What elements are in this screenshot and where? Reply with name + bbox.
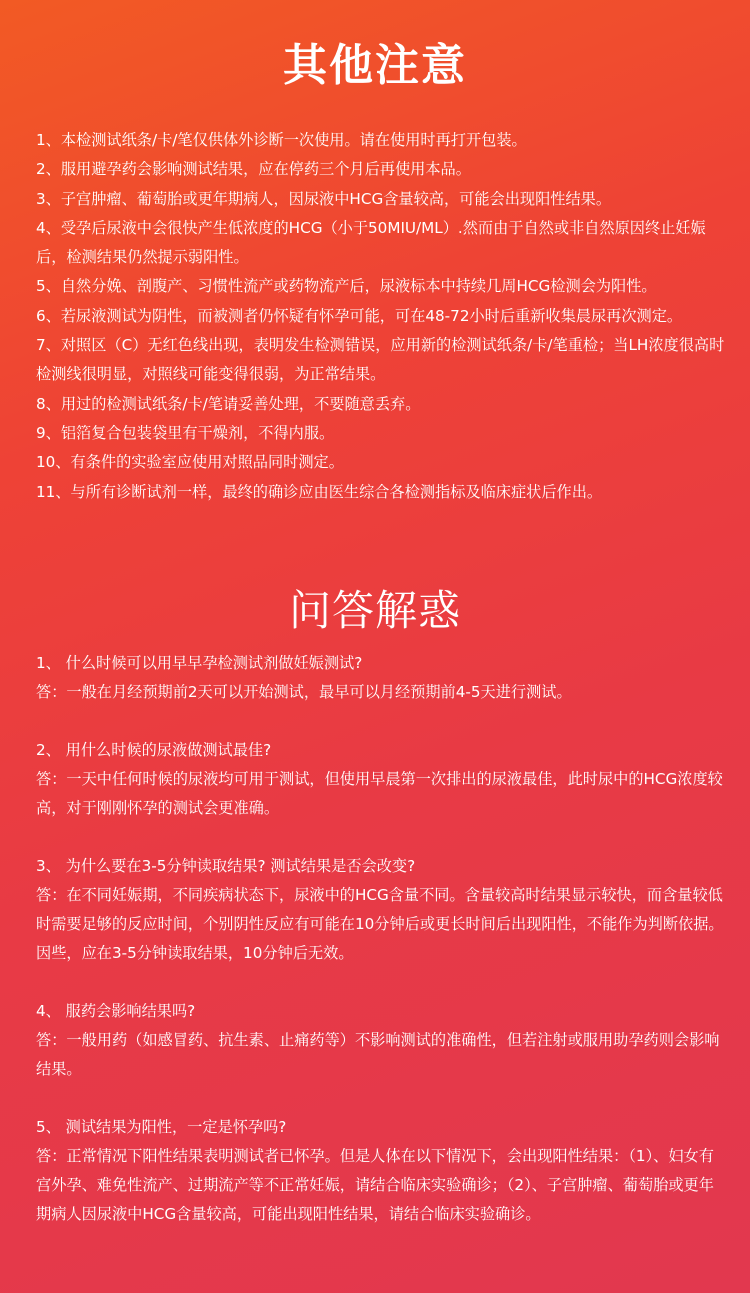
qa-answer: 答：在不同妊娠期，不同疾病状态下，尿液中的HCG含量不同。含量较高时结果显示较快，而含量较低时需要足够的反应时间，个别阴性反应有可能在10分钟后或更长时间后出现阳性，不能作为判断依据。因些，应在3-5分钟读取结果，10分钟后无效。 <box>36 886 724 962</box>
qa-item <box>36 649 726 707</box>
qa-question: 1、 什么时候可以用早早孕检测试剂做妊娠测试? <box>36 654 363 672</box>
qa-question: 2、 用什么时候的尿液做测试最佳? <box>36 741 272 759</box>
note-item: 2、服用避孕药会影响测试结果，应在停药三个月后再使用本品。 <box>36 160 471 179</box>
note-item: 5、自然分娩、剖腹产、习惯性流产或药物流产后，尿液标本中持续几周HCG检测会为阳性。 <box>36 277 657 296</box>
qa-question: 3、 为什么要在3-5分钟读取结果? 测试结果是否会改变? <box>36 857 416 875</box>
qa-item <box>36 736 726 823</box>
notes-list <box>36 126 726 507</box>
note-item: 1、本检测试纸条/卡/笔仅供体外诊断一次使用。请在使用时再打开包装。 <box>36 131 527 149</box>
qa-question: 4、 服药会影响结果吗? <box>36 1002 196 1020</box>
qa-item <box>36 852 726 968</box>
qa-item <box>36 1113 726 1229</box>
qa-answer: 答：正常情况下阳性结果表明测试者已怀孕。但是人体在以下情况下，会出现阳性结果：（1）、妇女有宫外孕、难免性流产、过期流产等不正常妊娠，请结合临床实验确诊；（2）、子宫肿瘤、葡萄胎或更年期病人因尿液中HCG含量较高，可能出现阳性结果，请结合临床实验确诊。 <box>36 1147 714 1223</box>
note-item: 8、用过的检测试纸条/卡/笔请妥善处理，不要随意丢弃。 <box>36 394 421 413</box>
qa-answer: 答：一天中任何时候的尿液均可用于测试，但使用早晨第一次排出的尿液最佳，此时尿中的HCG浓度较高，对于刚刚怀孕的测试会更准确。 <box>36 770 723 817</box>
notes-title: 其他注意 <box>283 40 467 91</box>
note-item: 3、子宫肿瘤、葡萄胎或更年期病人，因尿液中HCG含量较高，可能会出现阳性结果。 <box>36 189 612 208</box>
note-item: 11、与所有诊断试剂一样，最终的确诊应由医生综合各检测指标及临床症状后作出。 <box>36 482 603 501</box>
qa-question: 5、 测试结果为阳性，一定是怀孕吗? <box>36 1118 287 1136</box>
note-item: 7、对照区（C）无红色线出现，表明发生检测错误，应用新的检测试纸条/卡/笔重检；当LH浓度很高时检测线很明显，对照线可能变得很弱，为正常结果。 <box>36 336 725 384</box>
note-item: 10、有条件的实验室应使用对照品同时测定。 <box>36 453 344 472</box>
note-item: 4、受孕后尿液中会很快产生低浓度的HCG（小于50MIU/ML）.然而由于自然或非自然原因终止妊娠后，检测结果仍然提示弱阳性。 <box>36 218 706 267</box>
qa-title: 问答解惑 <box>288 586 461 635</box>
qa-answer: 答：一般在月经预期前2天可以开始测试，最早可以月经预期前4-5天进行测试。 <box>36 683 572 701</box>
note-item: 9、铝箔复合包装袋里有干燥剂，不得内服。 <box>36 423 335 442</box>
qa-item <box>36 997 726 1084</box>
qa-list <box>36 649 726 1258</box>
qa-answer: 答：一般用药（如感冒药、抗生素、止痛药等）不影响测试的准确性，但若注射或服用助孕药则会影响结果。 <box>36 1031 720 1078</box>
note-item: 6、若尿液测试为阴性，而被测者仍怀疑有怀孕可能，可在48-72小时后重新收集晨尿再次测定。 <box>36 306 683 325</box>
